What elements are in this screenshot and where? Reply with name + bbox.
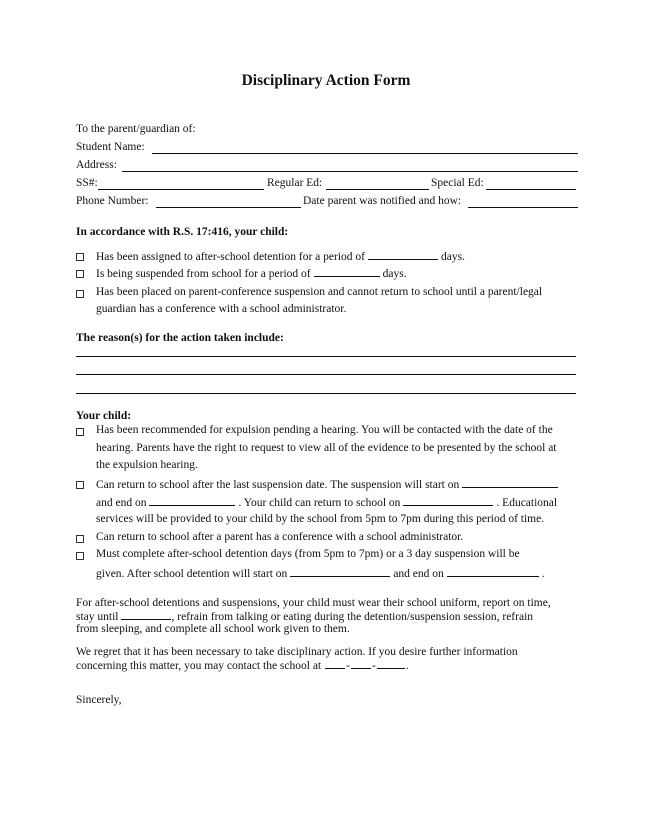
return-on-label: . Your child can return to school on: [238, 497, 401, 509]
suspension-start-field[interactable]: [462, 477, 558, 488]
phone-sep-2: -: [371, 659, 376, 672]
ss-field[interactable]: [98, 189, 264, 190]
detention-end-label: and end on: [393, 568, 444, 580]
return-text-1: Can return to school after the last suspension date. The suspension will start on: [96, 479, 460, 491]
expulsion-line-1: Has been recommended for expulsion pending a hearing. You will be contacted with the date of the: [96, 424, 553, 436]
address-label: Address:: [76, 159, 117, 171]
date-notified-field[interactable]: [468, 207, 578, 208]
suspension-end-field[interactable]: [149, 495, 235, 506]
ss-label: SS#:: [76, 177, 98, 189]
phone-line-field[interactable]: [377, 659, 405, 669]
stay-until-label: stay until: [76, 610, 119, 623]
parent-conference-checkbox[interactable]: [76, 290, 84, 298]
contact-line-1: We regret that it has been necessary to take disciplinary action. If you desire further information: [76, 646, 518, 658]
contact-paragraph: [76, 646, 586, 672]
detention-text: Has been assigned to after-school detention for a period of: [96, 251, 365, 263]
suspension-days-field[interactable]: [314, 266, 380, 277]
uniform-line-3: from sleeping, and complete all school work given to them.: [76, 623, 350, 635]
expulsion-checkbox[interactable]: [76, 428, 84, 436]
student-name-field[interactable]: [152, 153, 578, 154]
detention-or-suspension-checkbox[interactable]: [76, 552, 84, 560]
detention-or-suspension-line-2: [96, 566, 545, 580]
return-line-3: services will be provided to your child by the school from 5pm to 7pm during this period of time.: [96, 513, 545, 525]
expulsion-line-3: the expulsion hearing.: [96, 459, 198, 471]
ss-row: [76, 177, 578, 195]
stay-until-field[interactable]: [121, 610, 171, 620]
contact-text: concerning this matter, you may contact the school at: [76, 659, 322, 672]
uniform-line-1: For after-school detentions and suspensions, your child must wear their school uniform, report on time,: [76, 597, 551, 609]
return-line-2: [96, 495, 557, 509]
phone-row: [76, 195, 578, 213]
student-name-row: [76, 141, 578, 159]
closing: Sincerely,: [76, 694, 122, 706]
phone-field[interactable]: [156, 207, 301, 208]
end-on-label: and end on: [96, 497, 147, 509]
conference-return-line: Can return to school after a parent has a conference with a school administrator.: [96, 531, 464, 543]
detention-start-field[interactable]: [290, 566, 390, 577]
detention-days-label: days.: [440, 251, 465, 263]
special-ed-label: Special Ed:: [431, 177, 484, 189]
detention-days-field[interactable]: [368, 249, 438, 260]
address-row: [76, 159, 578, 177]
parent-conference-line-2: guardian has a conference with a school administrator.: [96, 303, 347, 315]
detention-line: [96, 249, 465, 263]
parent-conference-line-1: Has been placed on parent-conference suspension and cannot return to school until a parent/legal: [96, 286, 543, 298]
phone-prefix-field[interactable]: [351, 659, 371, 669]
address-field[interactable]: [122, 171, 578, 172]
recipient-row: [76, 123, 578, 141]
regular-ed-field[interactable]: [326, 189, 429, 190]
return-after-suspension-checkbox[interactable]: [76, 481, 84, 489]
date-notified-label: Date parent was notified and how:: [303, 195, 462, 207]
detention-start-label: given. After school detention will start on: [96, 568, 288, 580]
phone-label: Phone Number:: [76, 195, 149, 207]
return-line-1: [96, 477, 561, 491]
phone-area-field[interactable]: [325, 659, 345, 669]
phone-end-period: .: [405, 659, 409, 672]
educational-label: . Educational: [496, 497, 558, 509]
suspension-text: Is being suspended from school for a period of: [96, 268, 311, 280]
detention-checkbox[interactable]: [76, 253, 84, 261]
conference-return-checkbox[interactable]: [76, 535, 84, 543]
special-ed-field[interactable]: [486, 189, 576, 190]
recipient-label: To the parent/guardian of:: [76, 123, 196, 135]
expulsion-line-2: hearing. Parents have the right to request to view all of the evidence to be presented by the school at: [96, 442, 557, 454]
suspension-days-label: days.: [382, 268, 407, 280]
regular-ed-label: Regular Ed:: [267, 177, 323, 189]
refrain-text: , refrain from talking or eating during the detention/suspension session, refrain: [171, 610, 534, 623]
reason-line-2[interactable]: [76, 374, 576, 375]
uniform-line-2: [76, 610, 586, 624]
reason-line-1[interactable]: [76, 356, 576, 357]
section2-heading: Your child:: [76, 410, 132, 422]
return-date-field[interactable]: [403, 495, 493, 506]
section1-heading: In accordance with R.S. 17:416, your child:: [76, 226, 289, 238]
form-title: Disciplinary Action Form: [241, 72, 411, 89]
suspension-line: [96, 266, 407, 280]
suspension-checkbox[interactable]: [76, 270, 84, 278]
contact-line-2: [76, 659, 586, 673]
reasons-heading: The reason(s) for the action taken include:: [76, 332, 284, 344]
student-name-label: Student Name:: [76, 141, 145, 153]
reason-line-3[interactable]: [76, 393, 576, 394]
detention-end-field[interactable]: [447, 566, 539, 577]
detention-or-suspension-line-1: Must complete after-school detention days (from 5pm to 7pm) or a 3 day suspension will be: [96, 548, 520, 560]
phone-sep-1: -: [346, 659, 350, 672]
detention-end-period: .: [541, 568, 545, 580]
uniform-paragraph: [76, 597, 586, 636]
